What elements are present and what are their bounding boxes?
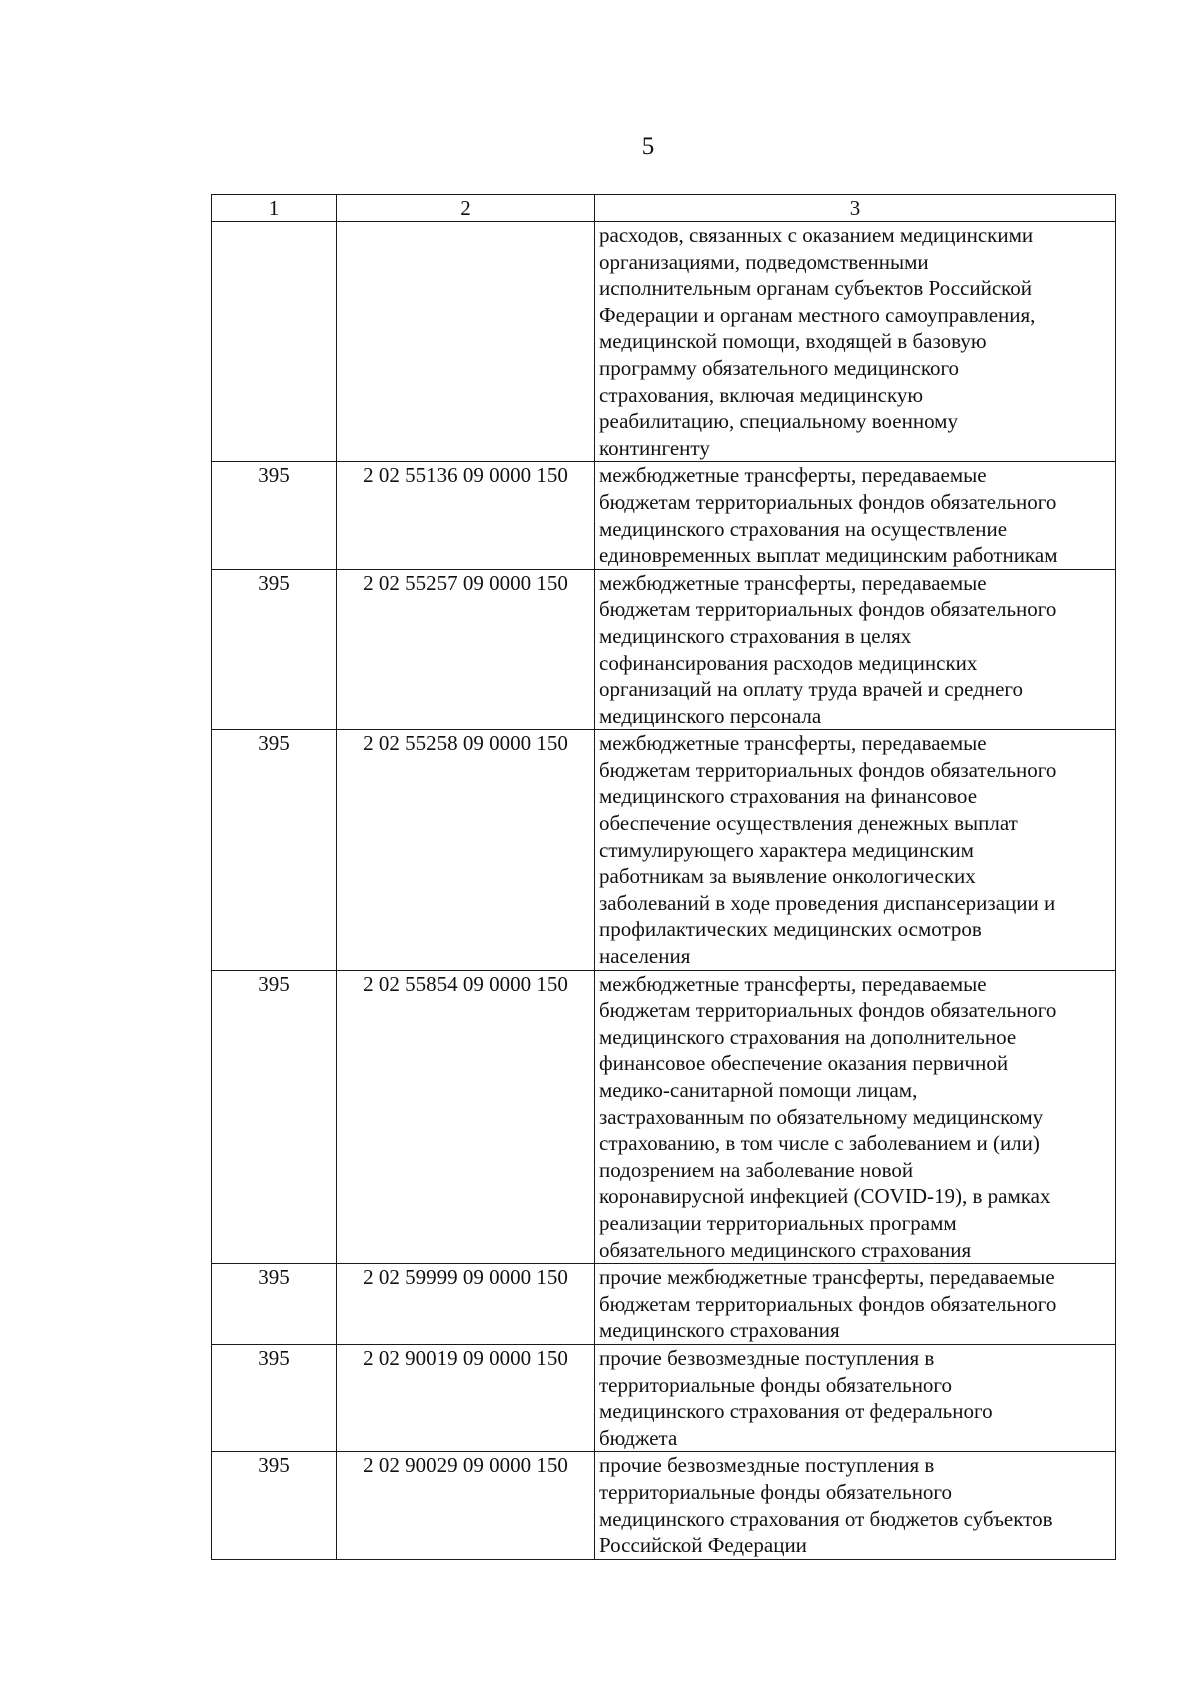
description-line: застрахованным по обязательному медицинскому	[599, 1104, 1044, 1129]
description-line: обеспечение осуществления денежных выплат	[599, 811, 1018, 836]
page-number: 5	[641, 133, 655, 160]
description-cell	[595, 462, 1116, 569]
table-row	[212, 1264, 1116, 1345]
description-line: реализации территориальных программ	[599, 1210, 957, 1235]
description-line: медицинского страхования от федерального	[599, 1399, 993, 1424]
description-line: прочие безвозмездные поступления в	[599, 1453, 935, 1478]
table-row	[212, 970, 1116, 1264]
description-cell	[595, 569, 1116, 730]
description-line: прочие безвозмездные поступления в	[599, 1345, 935, 1370]
description-line: медицинского страхования	[599, 1318, 840, 1343]
description-cell	[595, 1452, 1116, 1559]
revenue-codes-table	[211, 194, 1116, 1560]
description-line: заболеваний в ходе проведения диспансеризации и	[599, 890, 1056, 915]
description-line: медицинского страхования на дополнительное	[599, 1024, 1017, 1049]
description-line: бюджетам территориальных фондов обязательного	[599, 757, 1057, 782]
description-line: обязательного медицинского страхования	[599, 1237, 972, 1262]
description-line: страхованию, в том числе с заболеванием и (или)	[599, 1131, 1040, 1156]
description-line: страхования, включая медицинскую	[599, 382, 924, 407]
agency-code-cell: 395	[212, 1344, 337, 1451]
table-body	[212, 222, 1116, 1560]
description-line: реабилитацию, специальному военному	[599, 409, 958, 434]
description-line: прочие межбюджетные трансферты, передаваемые	[599, 1265, 1055, 1290]
agency-code-cell: 395	[212, 1264, 337, 1345]
description-line: территориальные фонды обязательного	[599, 1372, 953, 1397]
description-line: межбюджетные трансферты, передаваемые	[599, 971, 987, 996]
agency-code-cell: 395	[212, 970, 337, 1264]
description-line: медицинского страхования на осуществление	[599, 516, 1008, 541]
revenue-code-cell: 2 02 90029 09 0000 150	[337, 1452, 595, 1559]
description-line: межбюджетные трансферты, передаваемые	[599, 731, 987, 756]
description-line: населения	[599, 944, 691, 969]
table-row	[212, 730, 1116, 970]
description-cell	[595, 970, 1116, 1264]
description-line: бюджетам территориальных фондов обязательного	[599, 489, 1057, 514]
agency-code-cell	[212, 222, 337, 462]
description-line: бюджетам территориальных фондов обязательного	[599, 1291, 1057, 1316]
description-line: исполнительным органам субъектов Российской	[599, 276, 1033, 301]
agency-code-cell: 395	[212, 462, 337, 569]
description-line: медицинского страхования в целях	[599, 623, 912, 648]
description-line: стимулирующего характера медицинским	[599, 837, 974, 862]
description-line: бюджета	[599, 1425, 678, 1450]
table-row	[212, 462, 1116, 569]
description-line: Российской Федерации	[599, 1533, 807, 1558]
description-line: организациями, подведомственными	[599, 249, 929, 274]
header-cell-2: 2	[337, 195, 595, 222]
description-line: бюджетам территориальных фондов обязательного	[599, 998, 1057, 1023]
description-line: профилактических медицинских осмотров	[599, 917, 982, 942]
table-row	[212, 569, 1116, 730]
description-line: организаций на оплату труда врачей и среднего	[599, 677, 1023, 702]
agency-code-cell: 395	[212, 1452, 337, 1559]
agency-code-cell: 395	[212, 730, 337, 970]
description-line: медицинского страхования от бюджетов субъектов	[599, 1506, 1053, 1531]
description-cell	[595, 1344, 1116, 1451]
description-line: межбюджетные трансферты, передаваемые	[599, 570, 987, 595]
description-cell	[595, 730, 1116, 970]
table-row	[212, 1452, 1116, 1559]
description-line: бюджетам территориальных фондов обязательного	[599, 597, 1057, 622]
agency-code-cell: 395	[212, 569, 337, 730]
description-line: расходов, связанных с оказанием медицинскими	[599, 223, 1034, 247]
description-line: Федерации и органам местного самоуправления,	[599, 302, 1036, 327]
revenue-code-cell	[337, 222, 595, 462]
description-line: коронавирусной инфекцией (COVID-19), в рамках	[599, 1184, 1051, 1209]
revenue-code-cell: 2 02 59999 09 0000 150	[337, 1264, 595, 1345]
table-header	[212, 195, 1116, 222]
description-line: медицинского страхования на финансовое	[599, 784, 978, 809]
revenue-code-cell: 2 02 90019 09 0000 150	[337, 1344, 595, 1451]
header-cell-3: 3	[595, 195, 1116, 222]
description-line: контингенту	[599, 435, 710, 460]
description-line: софинансирования расходов медицинских	[599, 650, 978, 675]
table-row	[212, 222, 1116, 462]
description-line: программу обязательного медицинского	[599, 355, 960, 380]
table-row	[212, 1344, 1116, 1451]
revenue-code-cell: 2 02 55258 09 0000 150	[337, 730, 595, 970]
description-cell	[595, 222, 1116, 462]
description-line: медицинского персонала	[599, 703, 822, 728]
description-line: медико-санитарной помощи лицам,	[599, 1078, 918, 1102]
description-line: подозрением на заболевание новой	[599, 1157, 914, 1182]
description-line: медицинской помощи, входящей в базовую	[599, 329, 987, 354]
revenue-code-cell: 2 02 55257 09 0000 150	[337, 569, 595, 730]
description-cell	[595, 1264, 1116, 1345]
header-row	[212, 195, 1116, 222]
revenue-code-cell: 2 02 55854 09 0000 150	[337, 970, 595, 1264]
description-line: межбюджетные трансферты, передаваемые	[599, 463, 987, 488]
description-line: работникам за выявление онкологических	[599, 864, 976, 889]
header-cell-1: 1	[212, 195, 337, 222]
description-line: территориальные фонды обязательного	[599, 1479, 953, 1504]
revenue-code-cell: 2 02 55136 09 0000 150	[337, 462, 595, 569]
description-line: финансовое обеспечение оказания первичной	[599, 1051, 1009, 1076]
description-line: единовременных выплат медицинским работникам	[599, 543, 1058, 568]
